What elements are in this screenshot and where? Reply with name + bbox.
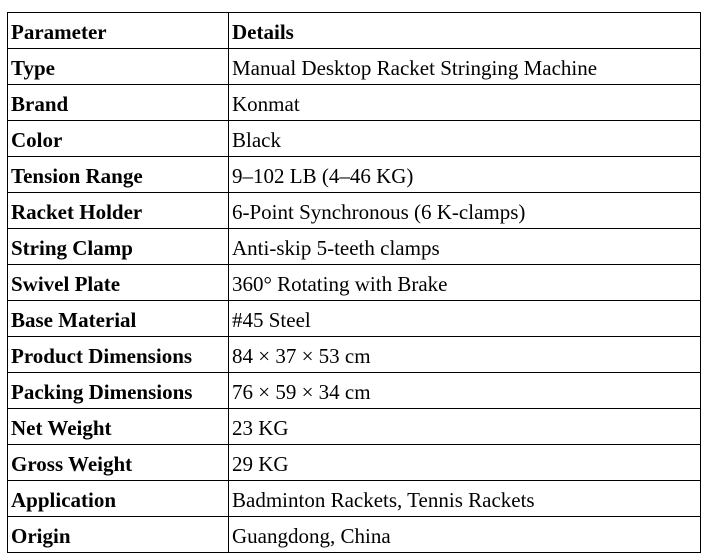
detail-origin: Guangdong, China (229, 517, 701, 553)
table-row (8, 157, 701, 193)
param-type: Type (8, 49, 229, 85)
param-swivel-plate: Swivel Plate (8, 265, 229, 301)
param-origin: Origin (8, 517, 229, 553)
header-details: Details (229, 13, 701, 49)
param-string-clamp: String Clamp (8, 229, 229, 265)
table-header-row (8, 13, 701, 49)
table-row (8, 481, 701, 517)
detail-string-clamp: Anti-skip 5-teeth clamps (229, 229, 701, 265)
table-row (8, 517, 701, 553)
header-parameter: Parameter (8, 13, 229, 49)
detail-swivel-plate: 360° Rotating with Brake (229, 265, 701, 301)
detail-tension-range: 9–102 LB (4–46 KG) (229, 157, 701, 193)
detail-brand: Konmat (229, 85, 701, 121)
table-row (8, 193, 701, 229)
param-application: Application (8, 481, 229, 517)
table-row (8, 445, 701, 481)
detail-base-material: #45 Steel (229, 301, 701, 337)
detail-packing-dimensions: 76 × 59 × 34 cm (229, 373, 701, 409)
table-row (8, 265, 701, 301)
table-row (8, 121, 701, 157)
table-row (8, 229, 701, 265)
detail-racket-holder: 6-Point Synchronous (6 K-clamps) (229, 193, 701, 229)
param-net-weight: Net Weight (8, 409, 229, 445)
table-row (8, 49, 701, 85)
detail-net-weight: 23 KG (229, 409, 701, 445)
param-gross-weight: Gross Weight (8, 445, 229, 481)
param-racket-holder: Racket Holder (8, 193, 229, 229)
param-color: Color (8, 121, 229, 157)
spec-table (7, 12, 701, 553)
detail-type: Manual Desktop Racket Stringing Machine (229, 49, 701, 85)
detail-application: Badminton Rackets, Tennis Rackets (229, 481, 701, 517)
param-product-dimensions: Product Dimensions (8, 337, 229, 373)
table-row (8, 85, 701, 121)
detail-gross-weight: 29 KG (229, 445, 701, 481)
param-brand: Brand (8, 85, 229, 121)
detail-color: Black (229, 121, 701, 157)
table-row (8, 373, 701, 409)
detail-product-dimensions: 84 × 37 × 53 cm (229, 337, 701, 373)
table-row (8, 301, 701, 337)
param-packing-dimensions: Packing Dimensions (8, 373, 229, 409)
param-base-material: Base Material (8, 301, 229, 337)
param-tension-range: Tension Range (8, 157, 229, 193)
table-row (8, 409, 701, 445)
table-row (8, 337, 701, 373)
